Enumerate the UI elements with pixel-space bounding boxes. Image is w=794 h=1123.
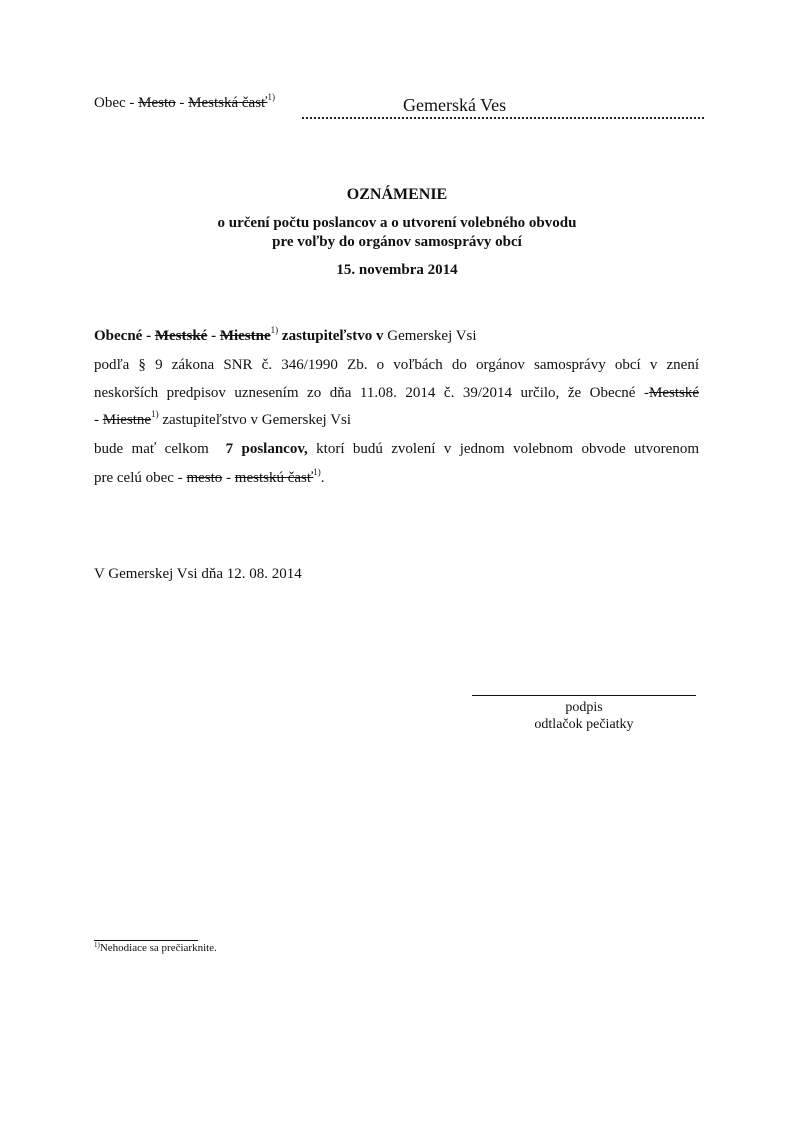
signature-line <box>472 695 696 696</box>
deputies-count: 7 <box>225 441 234 457</box>
body-line-5: bude mať celkom 7 poslancov, ktorí budú zvolení v jednom volebnom obvode utvorenom <box>94 441 699 457</box>
mestska-cast-struck: Mestská časť <box>188 95 268 111</box>
mestske-struck: Mestské <box>154 328 208 344</box>
footnote: $^{1)}$Nehodiace sa prečiarknite. <box>94 941 217 954</box>
body-line-1: Obecné - Mestské - Miestne$^{1)}$ zastupiteľstvo v Gemerskej Vsi <box>94 325 477 344</box>
mesto-struck-2: mesto <box>186 470 223 486</box>
election-date: 15. novembra 2014 <box>336 262 458 278</box>
body-line-3: neskorších predpisov uznesením zo dňa 11.08. 2014 č. 39/2014 určilo, že Obecné -Mestské <box>94 385 699 401</box>
dotted-fill-line <box>302 117 704 119</box>
body-line-6: pre celú obec - mesto - mestskú časť$^{1)}$. <box>94 467 325 486</box>
mestske-struck-2: Mestské <box>649 385 699 401</box>
signature-label: podpis <box>565 700 603 715</box>
miestne-struck-2: Miestne <box>102 412 152 428</box>
header-municipality-type: Obec - Mesto - Mestská časť$^{1)}$ <box>94 92 275 111</box>
footnote-separator <box>94 940 198 941</box>
body-line-4: - Miestne$^{1)}$ zastupiteľstvo v Gemerskej Vsi <box>94 409 352 428</box>
mesto-struck: Mesto <box>138 95 176 111</box>
municipality-name: Gemerská Ves <box>403 95 507 115</box>
place-and-date: V Gemerskej Vsi dňa 12. 08. 2014 <box>94 566 302 582</box>
obec-label: Obec <box>94 95 126 111</box>
body-line-2: podľa § 9 zákona SNR č. 346/1990 Zb. o voľbách do orgánov samosprávy obcí v znení <box>94 357 699 373</box>
miestne-struck: Miestne <box>219 328 271 344</box>
mestsku-cast-struck: mestskú časť <box>234 470 314 486</box>
subtitle-line-2: pre voľby do orgánov samosprávy obcí <box>272 234 522 250</box>
document-heading: OZNÁMENIE <box>346 186 448 203</box>
stamp-label: odtlačok pečiatky <box>534 717 634 732</box>
footnote-ref: 1) <box>267 92 275 102</box>
subtitle-line-1: o určení počtu poslancov a o utvorení volebného obvodu <box>217 215 577 231</box>
